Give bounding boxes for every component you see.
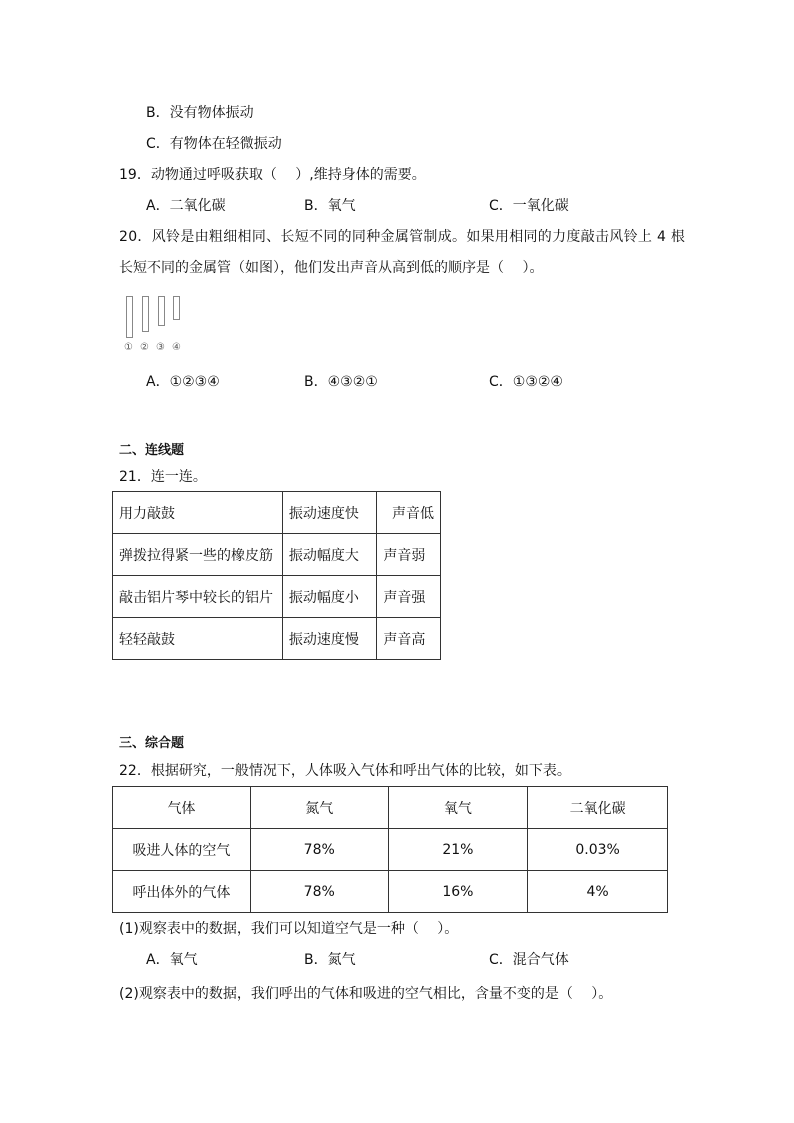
q22-sub1-stem: (1)观察表中的数据，我们可以知道空气是一种（ ）。 [119, 921, 459, 937]
matching-row [113, 534, 441, 576]
tube-3 [158, 296, 165, 326]
matching-cell: 轻轻敲鼓 [113, 618, 283, 660]
table-cell: 78% [250, 829, 388, 871]
wind-chime-figure [122, 290, 192, 362]
section-heading-matching: 二、连线题 [119, 443, 185, 458]
q20-option-a: A．①②③④ [146, 374, 220, 390]
tube-label-1: ① [124, 342, 133, 353]
header-cell: 氮气 [250, 787, 388, 829]
table-cell: 呼出体外的气体 [113, 871, 251, 913]
header-cell: 二氧化碳 [528, 787, 668, 829]
tube-label-3: ③ [156, 342, 165, 353]
q22-stem: 22．根据研究，一般情况下，人体吸入气体和呼出气体的比较，如下表。 [119, 763, 571, 779]
table-cell: 4% [528, 871, 668, 913]
table-cell: 78% [250, 871, 388, 913]
q19-stem: 19．动物通过呼吸获取（ ）,维持身体的需要。 [119, 167, 426, 183]
table-header-row [113, 787, 668, 829]
q22-sub1-option-a: A．氧气 [146, 952, 198, 968]
q22-sub2-stem: (2)观察表中的数据，我们呼出的气体和吸进的空气相比，含量不变的是（ ）。 [119, 986, 613, 1002]
table-row [113, 829, 668, 871]
q19-option-b: B．氧气 [304, 198, 356, 214]
matching-row [113, 618, 441, 660]
tube-4 [173, 296, 180, 320]
matching-cell: 振动幅度小 [282, 576, 377, 618]
q19-option-a: A．二氧化碳 [146, 198, 226, 214]
q19-option-c: C．一氧化碳 [489, 198, 569, 214]
q20-option-b: B．④③②① [304, 374, 378, 390]
table-cell: 21% [388, 829, 528, 871]
q22-sub1-option-c: C．混合气体 [489, 952, 569, 968]
table-cell: 16% [388, 871, 528, 913]
q20-stem-line1: 20．风铃是由粗细相同、长短不同的同种金属管制成。如果用相同的力度敲击风铃上 4 根 [119, 229, 686, 245]
q18-option-b: B．没有物体振动 [146, 105, 254, 121]
matching-cell: 弹拨拉得紧一些的橡皮筋 [113, 534, 283, 576]
header-cell: 氧气 [388, 787, 528, 829]
q18-option-c: C．有物体在轻微振动 [146, 136, 282, 152]
tube-label-4: ④ [172, 342, 181, 353]
table-row [113, 871, 668, 913]
matching-cell: 声音低 [377, 492, 441, 534]
tube-label-2: ② [140, 342, 149, 353]
table-cell: 吸进人体的空气 [113, 829, 251, 871]
tube-2 [142, 296, 149, 332]
matching-cell: 声音强 [377, 576, 441, 618]
q20-option-c: C．①③②④ [489, 374, 563, 390]
matching-cell: 声音弱 [377, 534, 441, 576]
matching-table [112, 491, 441, 660]
tube-1 [126, 296, 133, 338]
matching-row [113, 492, 441, 534]
matching-row [113, 576, 441, 618]
matching-cell: 振动速度快 [282, 492, 377, 534]
q22-sub1-option-b: B．氮气 [304, 952, 356, 968]
matching-cell: 敲击铝片琴中较长的铝片 [113, 576, 283, 618]
table-cell: 0.03% [528, 829, 668, 871]
q21-stem: 21．连一连。 [119, 469, 207, 485]
section-heading-comprehensive: 三、综合题 [119, 736, 185, 751]
gas-comparison-table [112, 786, 668, 913]
matching-cell: 用力敲鼓 [113, 492, 283, 534]
matching-cell: 振动速度慢 [282, 618, 377, 660]
matching-cell: 振动幅度大 [282, 534, 377, 576]
header-cell: 气体 [113, 787, 251, 829]
matching-cell: 声音高 [377, 618, 441, 660]
q20-stem-line2: 长短不同的金属管（如图），他们发出声音从高到低的顺序是（ ）。 [119, 260, 544, 276]
